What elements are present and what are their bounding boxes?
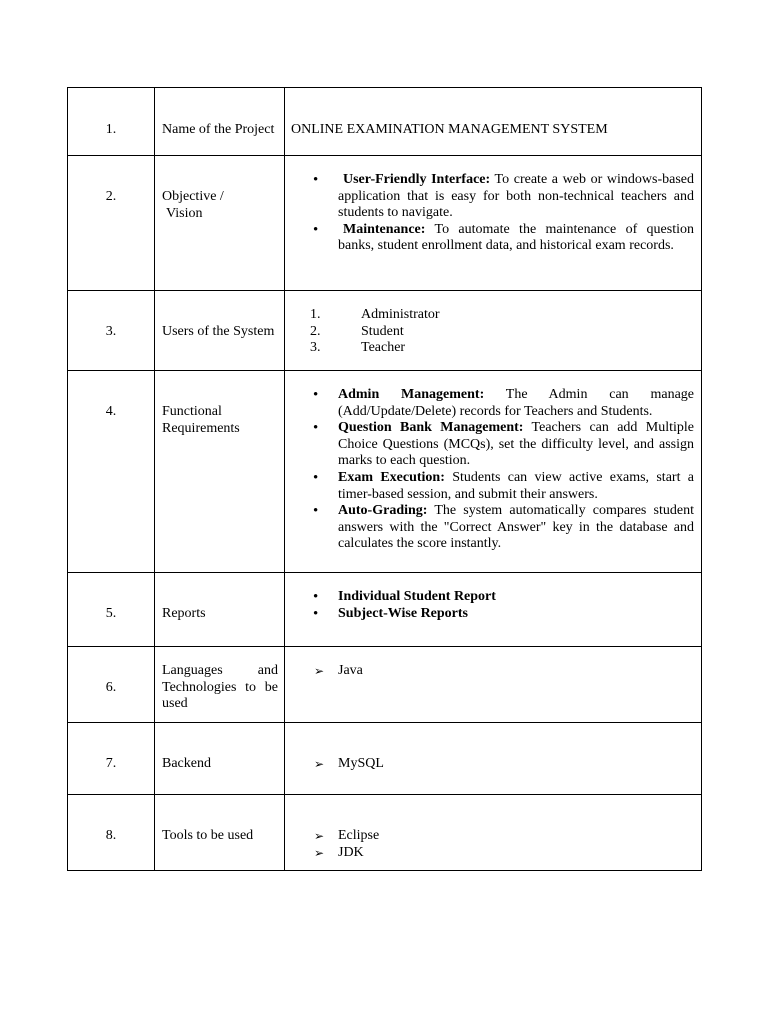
row-number: 8. <box>105 828 117 843</box>
item-heading: Individual Student Report <box>338 589 496 604</box>
list-item <box>285 470 701 503</box>
table-row <box>68 647 702 723</box>
item-text: To create a web or windows-based application that is easy for both non-technical teachers and students to navigate. <box>338 172 694 221</box>
row-number: 7. <box>105 756 117 771</box>
row-label: Name of the Project <box>162 122 275 137</box>
row-number: 4. <box>105 404 117 419</box>
row-content-cell <box>285 795 702 871</box>
item-number: 3. <box>310 340 321 356</box>
reports-list <box>285 573 701 622</box>
item-heading: Admin Management: <box>338 387 485 402</box>
item-heading: Subject-Wise Reports <box>338 605 469 621</box>
item-number: 1. <box>310 307 321 322</box>
item-heading: Maintenance: <box>343 221 426 237</box>
row-number: 1. <box>105 122 117 137</box>
list-item <box>285 222 701 255</box>
item-text: The system automatically compares student answers with the "Correct Answer" key in the database and calculates the score instantly. <box>338 503 694 552</box>
row-number: 6. <box>105 680 117 695</box>
arrow-bullet-icon: ➢ <box>314 664 325 678</box>
arrow-bullet-icon: ➢ <box>314 757 325 771</box>
row-content-cell <box>285 156 702 291</box>
row-label-cell <box>155 723 285 795</box>
row-label-cell <box>155 88 285 156</box>
backend-list <box>285 723 701 773</box>
item-text: To automate the maintenance of question banks, student enrollment data, and historical exam records. <box>338 221 694 254</box>
list-item <box>285 387 701 420</box>
row-number: 3. <box>105 324 117 339</box>
item-heading: Auto-Grading: <box>338 503 428 519</box>
row-number-cell <box>68 88 155 156</box>
row-label-cell <box>155 156 285 291</box>
row-label-line: Vision <box>166 205 203 221</box>
row-label: Tools to be used <box>162 828 254 843</box>
list-item <box>285 828 701 845</box>
requirements-list <box>285 371 701 553</box>
item-text: Students can view active exams, start a timer-based session, and submit their answers. <box>338 469 694 502</box>
project-details-table <box>67 87 702 871</box>
row-content-cell <box>285 291 702 371</box>
arrow-bullet-icon: ➢ <box>314 845 325 860</box>
row-content-cell <box>285 371 702 573</box>
row-label: Languages and Technologies to be used <box>162 663 278 712</box>
item-heading: User-Friendly Interface: <box>343 172 491 187</box>
row-number-cell <box>68 795 155 871</box>
list-item <box>285 756 701 773</box>
list-item <box>285 503 701 553</box>
list-item <box>285 340 701 357</box>
item-text: Student <box>361 323 404 339</box>
list-item <box>285 420 701 470</box>
item-number: 2. <box>310 323 321 339</box>
row-number-cell <box>68 647 155 723</box>
item-text: The Admin can manage (Add/Update/Delete) records for Teachers and Students. <box>338 387 694 419</box>
item-text: Administrator <box>361 307 440 322</box>
row-label-cell <box>155 291 285 371</box>
item-heading: Exam Execution: <box>338 469 445 485</box>
row-label-cell <box>155 573 285 647</box>
item-text: MySQL <box>338 756 384 771</box>
row-label: Users of the System <box>162 324 275 339</box>
table-row <box>68 371 702 573</box>
row-number: 2. <box>105 189 117 204</box>
tools-list <box>285 795 701 861</box>
arrow-bullet-icon: ➢ <box>314 829 325 843</box>
list-item <box>285 172 701 222</box>
row-label-cell <box>155 371 285 573</box>
list-item <box>285 307 701 324</box>
row-number-cell <box>68 156 155 291</box>
row-label-line: Objective / <box>162 189 224 204</box>
row-content-cell <box>285 573 702 647</box>
list-item <box>285 324 701 341</box>
table-row <box>68 573 702 647</box>
item-text: Eclipse <box>338 828 380 843</box>
row-label: Functional Requirements <box>162 404 240 436</box>
item-text: Teachers can add Multiple Choice Questions (MCQs), set the difficulty level, and assign marks to each question. <box>338 420 694 469</box>
languages-list <box>285 647 701 680</box>
table-row <box>68 291 702 371</box>
row-content-cell <box>285 88 702 156</box>
row-number-cell <box>68 573 155 647</box>
row-number-cell <box>68 371 155 573</box>
item-heading: Question Bank Management: <box>338 420 524 436</box>
objective-list <box>285 156 701 255</box>
row-label: Reports <box>162 606 206 621</box>
list-item <box>285 663 701 680</box>
list-item <box>285 845 701 862</box>
row-number-cell <box>68 291 155 371</box>
item-text: JDK <box>338 844 364 860</box>
row-label <box>155 156 284 222</box>
table-row <box>68 795 702 871</box>
item-text: Teacher <box>361 340 406 356</box>
row-number-cell <box>68 723 155 795</box>
project-name: ONLINE EXAMINATION MANAGEMENT SYSTEM <box>291 122 608 137</box>
list-item <box>285 589 701 606</box>
row-label-cell <box>155 795 285 871</box>
row-label-cell <box>155 647 285 723</box>
row-number: 5. <box>105 606 117 621</box>
item-text: Java <box>338 663 363 678</box>
row-content-cell <box>285 723 702 795</box>
table-row <box>68 723 702 795</box>
table-row <box>68 88 702 156</box>
row-content-cell <box>285 647 702 723</box>
table-row <box>68 156 702 291</box>
list-item <box>285 606 701 623</box>
row-label: Backend <box>162 756 211 771</box>
users-list <box>285 291 701 357</box>
